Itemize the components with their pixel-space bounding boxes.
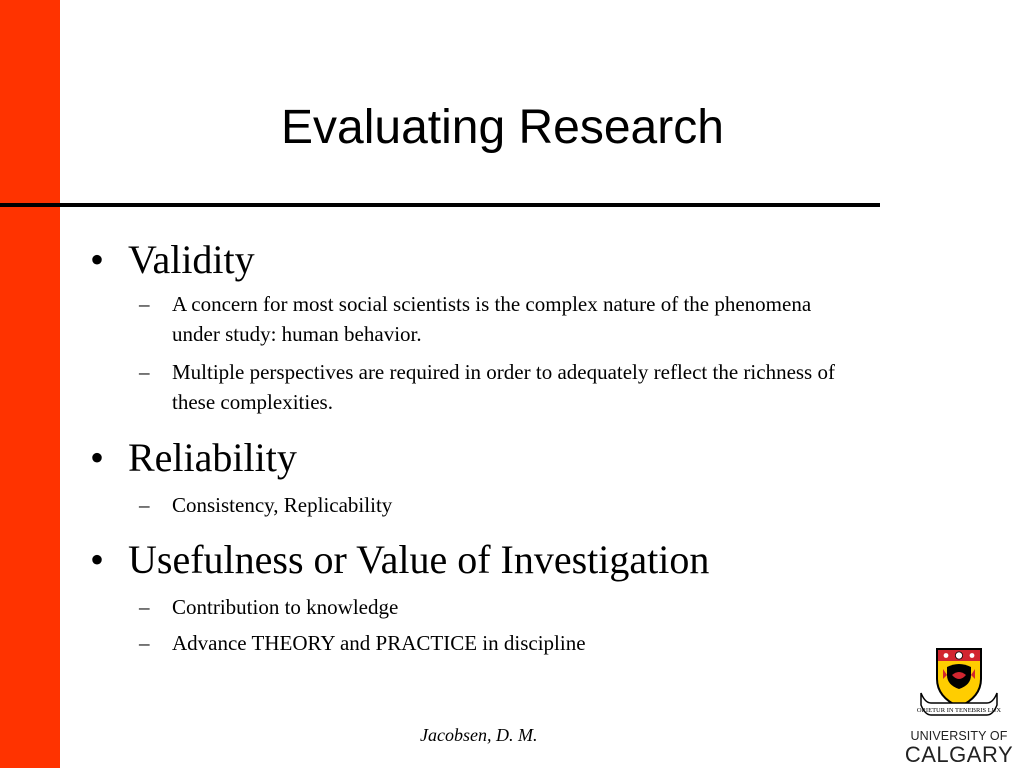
sub-bullet-marker: – xyxy=(139,493,150,517)
bullet-marker: • xyxy=(90,435,105,480)
bullet-text: Usefulness or Value of Investigation xyxy=(128,537,710,582)
sub-bullet-text: A concern for most social scientists is the complex nature of the phenomena under study: human behavior. xyxy=(172,292,812,346)
sub-bullet-text: Contribution to knowledge xyxy=(172,595,399,619)
bullet-text: Validity xyxy=(128,237,255,282)
sub-bullet-marker: – xyxy=(139,360,150,384)
bullet-marker: • xyxy=(90,537,105,582)
sub-bullet-text: Multiple perspectives are required in order to adequately reflect the richness of these complexities. xyxy=(172,360,835,414)
bullet-marker: • xyxy=(90,237,105,282)
logo-line-calgary: CALGARY xyxy=(904,742,1014,767)
sub-bullet-text: Advance THEORY and PRACTICE in discipline xyxy=(172,631,586,655)
sub-bullet-marker: – xyxy=(139,595,150,619)
sub-bullet-marker: – xyxy=(139,292,150,316)
footer-author: Jacobsen, D. M. xyxy=(420,725,538,745)
bullet-text: Reliability xyxy=(128,435,297,480)
sub-bullet-marker: – xyxy=(139,631,150,655)
logo-line-university-of: UNIVERSITY OF xyxy=(910,729,1008,743)
crest-motto: ORIETUR IN TENEBRIS LUX xyxy=(917,707,1001,714)
slide-title: Evaluating Research xyxy=(281,101,724,154)
sub-bullet-text: Consistency, Replicability xyxy=(172,493,393,517)
university-logo xyxy=(903,645,1015,767)
university-crest-icon xyxy=(917,645,1001,725)
